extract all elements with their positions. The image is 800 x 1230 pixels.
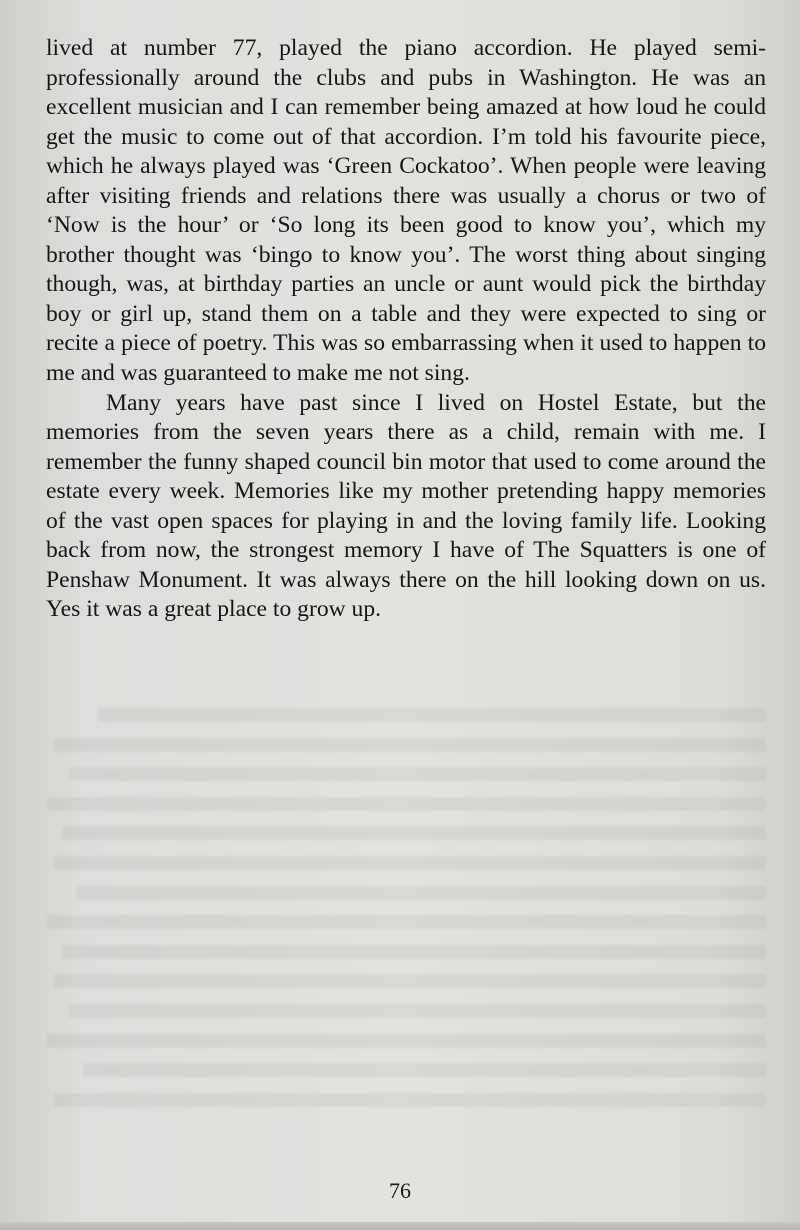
page-bottom-edge bbox=[0, 1222, 800, 1230]
paragraph: lived at number 77, played the piano accordion. He played semi-professionally around the clubs and pubs in Washington. He was an excellent musician and I can remember being amazed at how loud he could get the music to come out of that accordion. I’m told his favourite piece, which he always played was ‘Green Cockatoo’. When people were leaving after visiting friends and relations there was usually a chorus or two of ‘Now is the hour’ or ‘So long its been good to know you’, which my brother thought was ‘bingo to know you’. The worst thing about singing though, was, at birthday parties an uncle or aunt would pick the birthday boy or girl up, stand them on a table and they were expected to sing or recite a piece of poetry. This was so embarrassing when it used to happen to me and was guaranteed to make me not sing. bbox=[46, 35, 766, 387]
show-through-line bbox=[40, 966, 765, 996]
body-text bbox=[46, 34, 766, 625]
show-through-line bbox=[40, 700, 765, 730]
show-through-line bbox=[40, 937, 765, 967]
show-through-line bbox=[40, 907, 765, 937]
paragraph: Many years have past since I lived on Hostel Estate, but the memories from the seven years there as a child, remain with me. I remember the funny shaped council bin motor that used to come around the estate every week. Memories like my mother pretending happy memories of the vast open spaces for playing in and the loving family life. Looking back from now, the strongest memory I have of The Squatters is one of Penshaw Monument. It was always there on the hill looking down on us. Yes it was a great place to grow up. bbox=[46, 389, 766, 623]
show-through-line bbox=[40, 1055, 765, 1085]
show-through-line bbox=[40, 789, 765, 819]
page-number: 76 bbox=[389, 1178, 411, 1203]
show-through-line bbox=[40, 730, 765, 760]
show-through-line bbox=[40, 878, 765, 908]
show-through-text bbox=[40, 700, 765, 1140]
show-through-line bbox=[40, 818, 765, 848]
show-through-line bbox=[40, 1026, 765, 1056]
show-through-line bbox=[40, 1085, 765, 1115]
show-through-line bbox=[40, 848, 765, 878]
show-through-line bbox=[40, 759, 765, 789]
show-through-line bbox=[40, 996, 765, 1026]
